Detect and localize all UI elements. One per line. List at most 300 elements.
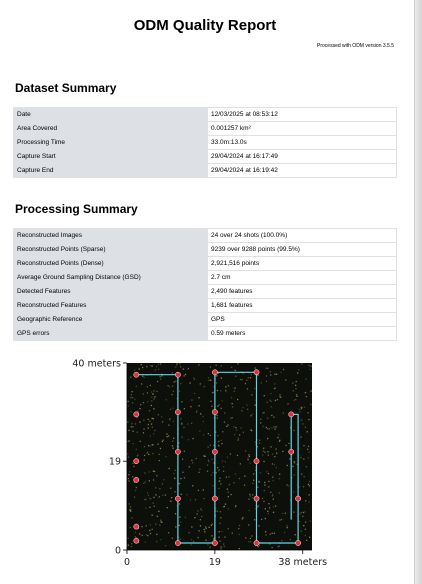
cloud-point xyxy=(152,515,153,516)
cloud-point xyxy=(237,399,238,400)
cloud-point xyxy=(276,467,277,468)
shot-marker xyxy=(175,540,180,545)
cloud-point xyxy=(144,455,145,456)
cloud-point xyxy=(308,446,309,447)
cloud-point xyxy=(268,503,269,504)
cloud-point xyxy=(217,511,218,512)
cloud-point xyxy=(289,458,290,459)
cloud-point xyxy=(213,386,214,387)
cloud-point xyxy=(130,377,131,378)
cloud-point xyxy=(174,491,175,492)
cloud-point xyxy=(269,428,270,429)
cloud-point xyxy=(265,508,266,509)
cloud-point xyxy=(309,537,310,538)
cloud-point xyxy=(285,379,286,380)
cloud-point xyxy=(162,483,163,484)
cloud-point xyxy=(180,478,181,479)
cloud-point xyxy=(263,450,264,451)
row-value: 12/03/2025 at 08:53:12 xyxy=(208,108,397,122)
row-label: GPS errors xyxy=(14,327,208,341)
shot-marker xyxy=(289,412,294,417)
cloud-point xyxy=(141,383,142,384)
cloud-point xyxy=(173,391,174,392)
row-label: Geographic Reference xyxy=(14,313,208,327)
cloud-point xyxy=(185,374,186,375)
cloud-point xyxy=(309,494,310,495)
cloud-point xyxy=(155,487,156,488)
cloud-point xyxy=(158,414,159,415)
cloud-point xyxy=(221,443,222,444)
cloud-point xyxy=(139,408,140,409)
cloud-point xyxy=(156,366,157,367)
cloud-point xyxy=(247,388,248,389)
cloud-point xyxy=(260,422,261,423)
cloud-point xyxy=(166,433,167,434)
cloud-point xyxy=(290,539,291,540)
cloud-point xyxy=(250,377,251,378)
cloud-point xyxy=(130,411,131,412)
cloud-point xyxy=(195,499,196,500)
cloud-point xyxy=(200,383,201,384)
cloud-point xyxy=(232,533,233,534)
cloud-point xyxy=(176,364,177,365)
cloud-point xyxy=(153,471,154,472)
cloud-point xyxy=(156,534,157,535)
cloud-point xyxy=(268,481,269,482)
cloud-point xyxy=(247,459,248,460)
cloud-point xyxy=(179,483,180,484)
cloud-point xyxy=(145,499,146,500)
cloud-point xyxy=(179,391,180,392)
cloud-point xyxy=(274,533,275,534)
cloud-point xyxy=(189,466,190,467)
cloud-point xyxy=(263,461,264,462)
cloud-point xyxy=(137,432,138,433)
cloud-point xyxy=(150,435,151,436)
cloud-point xyxy=(272,495,273,496)
cloud-point xyxy=(146,366,147,367)
cloud-point xyxy=(129,471,130,472)
cloud-point xyxy=(253,480,254,481)
cloud-point xyxy=(132,463,133,464)
row-label: Reconstructed Points (Sparse) xyxy=(14,243,208,257)
cloud-point xyxy=(232,403,233,404)
cloud-point xyxy=(235,427,236,428)
cloud-point xyxy=(149,507,150,508)
cloud-point xyxy=(240,427,241,428)
cloud-point xyxy=(180,383,181,384)
cloud-point xyxy=(180,522,181,523)
cloud-point xyxy=(136,487,137,488)
cloud-point xyxy=(283,369,284,370)
cloud-point xyxy=(245,383,246,384)
cloud-point xyxy=(286,484,287,485)
cloud-point xyxy=(287,403,288,404)
cloud-point xyxy=(173,408,174,409)
cloud-point xyxy=(179,503,180,504)
cloud-point xyxy=(208,446,209,447)
cloud-point xyxy=(224,421,225,422)
table-row xyxy=(14,299,397,313)
cloud-point xyxy=(259,440,260,441)
cloud-point xyxy=(191,460,192,461)
cloud-point xyxy=(274,374,275,375)
cloud-point xyxy=(149,498,150,499)
cloud-point xyxy=(129,509,130,510)
cloud-point xyxy=(160,364,161,365)
cloud-point xyxy=(128,474,129,475)
cloud-point xyxy=(166,399,167,400)
cloud-point xyxy=(180,366,181,367)
cloud-point xyxy=(154,471,155,472)
cloud-point xyxy=(245,450,246,451)
cloud-point xyxy=(147,535,148,536)
cloud-point xyxy=(221,378,222,379)
cloud-point xyxy=(161,416,162,417)
cloud-point xyxy=(239,434,240,435)
cloud-point xyxy=(280,372,281,373)
cloud-point xyxy=(128,430,129,431)
cloud-point xyxy=(272,463,273,464)
cloud-point xyxy=(227,457,228,458)
cloud-point xyxy=(187,423,188,424)
cloud-point xyxy=(246,404,247,405)
cloud-point xyxy=(153,408,154,409)
cloud-point xyxy=(198,397,199,398)
cloud-point xyxy=(308,365,309,366)
cloud-point xyxy=(137,411,138,412)
cloud-point xyxy=(242,518,243,519)
shot-marker xyxy=(212,370,217,375)
cloud-point xyxy=(267,418,268,419)
cloud-point xyxy=(299,521,300,522)
cloud-point xyxy=(191,399,192,400)
processing-summary-table xyxy=(13,228,397,341)
cloud-point xyxy=(305,529,306,530)
cloud-point xyxy=(222,461,223,462)
cloud-point xyxy=(128,478,129,479)
row-value: 1,681 features xyxy=(208,299,397,313)
cloud-point xyxy=(213,539,214,540)
cloud-point xyxy=(266,427,267,428)
cloud-point xyxy=(257,546,258,547)
cloud-point xyxy=(146,525,147,526)
cloud-point xyxy=(218,488,219,489)
table-row xyxy=(14,150,397,164)
cloud-point xyxy=(184,408,185,409)
cloud-point xyxy=(201,510,202,511)
cloud-point xyxy=(213,485,214,486)
cloud-point xyxy=(307,449,308,450)
processing-summary-heading: Processing Summary xyxy=(15,202,138,216)
cloud-point xyxy=(146,453,147,454)
row-value: 0.001257 km² xyxy=(208,122,397,136)
cloud-point xyxy=(259,442,260,443)
cloud-point xyxy=(303,486,304,487)
cloud-point xyxy=(143,483,144,484)
cloud-point xyxy=(197,510,198,511)
cloud-point xyxy=(200,508,201,509)
cloud-point xyxy=(154,506,155,507)
cloud-point xyxy=(128,480,129,481)
cloud-point xyxy=(146,534,147,535)
cloud-point xyxy=(262,454,263,455)
cloud-point xyxy=(198,490,199,491)
cloud-point xyxy=(191,544,192,545)
cloud-point xyxy=(249,494,250,495)
cloud-point xyxy=(188,532,189,533)
cloud-point xyxy=(264,482,265,483)
cloud-point xyxy=(173,473,174,474)
cloud-point xyxy=(172,441,173,442)
cloud-point xyxy=(172,538,173,539)
cloud-point xyxy=(209,527,210,528)
cloud-point xyxy=(210,380,211,381)
cloud-point xyxy=(279,478,280,479)
cloud-point xyxy=(208,380,209,381)
cloud-point xyxy=(301,363,302,364)
row-value: 29/04/2024 at 16:19:42 xyxy=(208,164,397,178)
cloud-point xyxy=(203,421,204,422)
cloud-point xyxy=(244,476,245,477)
cloud-point xyxy=(282,451,283,452)
cloud-point xyxy=(175,470,176,471)
shot-marker xyxy=(175,410,180,415)
cloud-point xyxy=(293,491,294,492)
cloud-point xyxy=(263,412,264,413)
cloud-point xyxy=(179,525,180,526)
cloud-point xyxy=(152,529,153,530)
cloud-point xyxy=(148,445,149,446)
cloud-point xyxy=(251,394,252,395)
cloud-point xyxy=(204,386,205,387)
cloud-point xyxy=(250,463,251,464)
cloud-point xyxy=(274,464,275,465)
cloud-point xyxy=(264,490,265,491)
cloud-point xyxy=(270,446,271,447)
cloud-point xyxy=(136,449,137,450)
cloud-point xyxy=(251,430,252,431)
cloud-point xyxy=(186,494,187,495)
cloud-point xyxy=(155,524,156,525)
cloud-point xyxy=(296,394,297,395)
cloud-point xyxy=(222,431,223,432)
cloud-point xyxy=(308,484,309,485)
cloud-point xyxy=(130,397,131,398)
cloud-point xyxy=(143,402,144,403)
row-value: 2,490 features xyxy=(208,285,397,299)
cloud-point xyxy=(258,525,259,526)
cloud-point xyxy=(198,530,199,531)
cloud-point xyxy=(238,438,239,439)
cloud-point xyxy=(205,540,206,541)
cloud-point xyxy=(175,381,176,382)
shot-marker xyxy=(254,496,259,501)
cloud-point xyxy=(228,528,229,529)
cloud-point xyxy=(238,439,239,440)
cloud-point xyxy=(152,365,153,366)
cloud-point xyxy=(260,472,261,473)
cloud-point xyxy=(211,459,212,460)
cloud-point xyxy=(221,546,222,547)
cloud-point xyxy=(150,385,151,386)
cloud-point xyxy=(301,420,302,421)
cloud-point xyxy=(270,492,271,493)
cloud-point xyxy=(182,459,183,460)
cloud-point xyxy=(156,541,157,542)
cloud-point xyxy=(271,406,272,407)
cloud-point xyxy=(128,545,129,546)
cloud-point xyxy=(159,496,160,497)
cloud-point xyxy=(255,404,256,405)
cloud-point xyxy=(204,531,205,532)
cloud-point xyxy=(231,367,232,368)
cloud-point xyxy=(248,457,249,458)
cloud-point xyxy=(250,538,251,539)
cloud-point xyxy=(269,507,270,508)
cloud-point xyxy=(153,433,154,434)
cloud-point xyxy=(224,546,225,547)
cloud-point xyxy=(233,482,234,483)
row-label: Detected Features xyxy=(14,285,208,299)
cloud-point xyxy=(263,426,264,427)
cloud-point xyxy=(268,513,269,514)
cloud-point xyxy=(275,505,276,506)
cloud-point xyxy=(206,528,207,529)
shot-marker xyxy=(254,459,259,464)
cloud-point xyxy=(219,478,220,479)
cloud-point xyxy=(287,527,288,528)
cloud-point xyxy=(254,388,255,389)
cloud-point xyxy=(310,520,311,521)
cloud-point xyxy=(301,531,302,532)
cloud-point xyxy=(196,458,197,459)
cloud-point xyxy=(235,506,236,507)
cloud-point xyxy=(218,441,219,442)
cloud-point xyxy=(221,400,222,401)
x-tick-label: 0 xyxy=(123,557,131,568)
cloud-point xyxy=(266,471,267,472)
cloud-point xyxy=(279,474,280,475)
cloud-point xyxy=(160,448,161,449)
cloud-point xyxy=(227,489,228,490)
cloud-point xyxy=(185,517,186,518)
y-tick-label: 40 meters xyxy=(72,358,121,370)
cloud-point xyxy=(208,433,209,434)
cloud-point xyxy=(271,401,272,402)
cloud-point xyxy=(192,462,193,463)
cloud-point xyxy=(299,513,300,514)
cloud-point xyxy=(210,401,211,402)
cloud-point xyxy=(288,485,289,486)
cloud-point xyxy=(293,390,294,391)
cloud-point xyxy=(309,485,310,486)
cloud-point xyxy=(210,445,211,446)
cloud-point xyxy=(230,418,231,419)
cloud-point xyxy=(288,443,289,444)
cloud-point xyxy=(131,423,132,424)
cloud-point xyxy=(272,547,273,548)
cloud-point xyxy=(135,536,136,537)
cloud-point xyxy=(128,405,129,406)
cloud-point xyxy=(245,537,246,538)
cloud-point xyxy=(196,412,197,413)
cloud-point xyxy=(153,497,154,498)
cloud-point xyxy=(162,495,163,496)
cloud-point xyxy=(199,469,200,470)
cloud-point xyxy=(167,385,168,386)
cloud-point xyxy=(232,417,233,418)
cloud-point xyxy=(155,494,156,495)
cloud-point xyxy=(274,383,275,384)
cloud-point xyxy=(247,409,248,410)
cloud-point xyxy=(265,535,266,536)
cloud-point xyxy=(220,548,221,549)
cloud-point xyxy=(129,503,130,504)
cloud-point xyxy=(228,492,229,493)
cloud-point xyxy=(200,413,201,414)
cloud-point xyxy=(248,454,249,455)
cloud-point xyxy=(181,401,182,402)
cloud-point xyxy=(144,459,145,460)
row-value: 2.7 cm xyxy=(208,271,397,285)
cloud-point xyxy=(294,400,295,401)
cloud-point xyxy=(230,453,231,454)
cloud-point xyxy=(171,497,172,498)
cloud-point xyxy=(142,367,143,368)
cloud-point xyxy=(308,452,309,453)
page-edge xyxy=(414,0,422,584)
cloud-point xyxy=(295,385,296,386)
cloud-point xyxy=(167,436,168,437)
shot-marker xyxy=(175,449,180,454)
cloud-point xyxy=(249,456,250,457)
row-value: 2,921,516 points xyxy=(208,257,397,271)
cloud-point xyxy=(266,368,267,369)
cloud-point xyxy=(217,467,218,468)
row-value: 9239 over 9288 points (99.5%) xyxy=(208,243,397,257)
cloud-point xyxy=(252,497,253,498)
cloud-point xyxy=(308,412,309,413)
cloud-point xyxy=(152,427,153,428)
cloud-point xyxy=(217,418,218,419)
cloud-point xyxy=(204,529,205,530)
cloud-point xyxy=(285,513,286,514)
cloud-point xyxy=(235,473,236,474)
cloud-point xyxy=(249,510,250,511)
x-tick-label: 19 xyxy=(208,557,221,568)
cloud-point xyxy=(284,532,285,533)
cloud-point xyxy=(286,445,287,446)
cloud-point xyxy=(279,394,280,395)
shot-marker xyxy=(296,496,301,501)
dataset-summary-table xyxy=(13,107,397,178)
cloud-point xyxy=(278,546,279,547)
cloud-point xyxy=(183,369,184,370)
cloud-point xyxy=(218,445,219,446)
cloud-point xyxy=(172,445,173,446)
cloud-point xyxy=(194,517,195,518)
cloud-point xyxy=(130,527,131,528)
cloud-point xyxy=(192,438,193,439)
cloud-point xyxy=(202,416,203,417)
cloud-point xyxy=(134,370,135,371)
cloud-point xyxy=(224,537,225,538)
cloud-point xyxy=(234,434,235,435)
cloud-point xyxy=(248,377,249,378)
cloud-point xyxy=(251,535,252,536)
row-label: Reconstructed Features xyxy=(14,299,208,313)
